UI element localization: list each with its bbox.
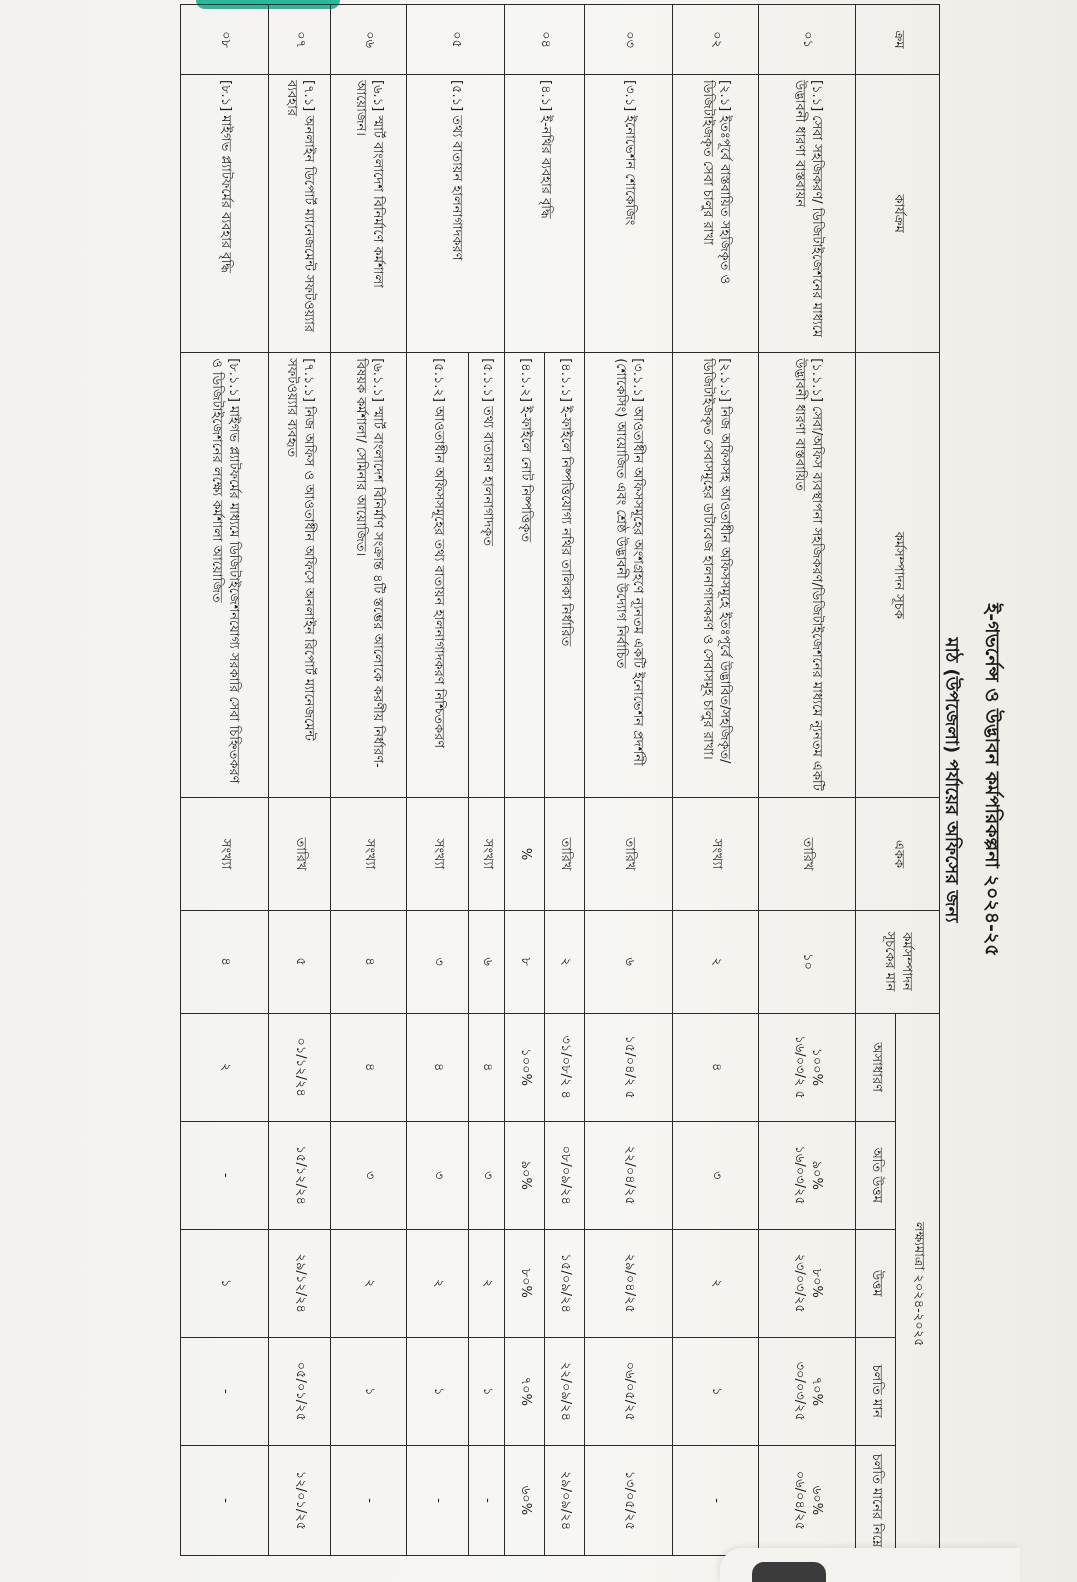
row-unit: তারিখ xyxy=(545,798,585,910)
row-target: - xyxy=(181,1121,269,1229)
row-target-date: ১৬/০৩/২ ৫ xyxy=(792,1035,807,1099)
header-activity: কার্যক্রম xyxy=(856,75,940,353)
row-weight: ৪ xyxy=(331,910,407,1013)
row-activity: [৬.১] স্মার্ট বাংলাদেশ বিনির্মাণে কর্মশালা আয়োজন। xyxy=(331,75,407,353)
header-target-1: অসাধারণ xyxy=(856,1013,896,1121)
row-target: ৪ xyxy=(673,1013,759,1121)
row-unit: সংখ্যা xyxy=(181,798,269,910)
row-target-cell xyxy=(759,1121,856,1229)
row-target: ৪ xyxy=(407,1013,469,1121)
row-indicator: [৪.১.২] ই-ফাইলে নোট নিষ্পত্তিকৃত xyxy=(505,353,545,798)
row-target: ৩ xyxy=(469,1121,505,1229)
table-row xyxy=(469,5,505,1556)
row-target: ২৯/১২/২৪ xyxy=(269,1229,331,1337)
row-target-percent: ৯০% xyxy=(808,1160,824,1190)
row-target: - xyxy=(673,1445,759,1555)
row-target-date: ১৬/০৩/২৫ xyxy=(792,1145,807,1205)
row-target-date: ২৩/০৩/২৫ xyxy=(792,1253,807,1313)
row-target: - xyxy=(407,1445,469,1555)
row-target: ০৫/০১/২৫ xyxy=(269,1337,331,1445)
header-unit: একক xyxy=(856,798,940,910)
table-row xyxy=(759,5,856,1556)
row-target-cell xyxy=(759,1337,856,1445)
row-weight: ৪ xyxy=(181,910,269,1013)
row-serial: ০৭ xyxy=(269,5,331,75)
row-target: ১৫/১২/২৪ xyxy=(269,1121,331,1229)
row-target-percent: ৮০% xyxy=(808,1268,824,1298)
row-target: - xyxy=(181,1445,269,1555)
row-target-cell xyxy=(759,1229,856,1337)
row-weight: ৬ xyxy=(585,910,673,1013)
row-activity: [৪.১] ই-নথির ব্যবহার বৃদ্ধি xyxy=(505,75,585,353)
row-target: ০১/১২/২৪ xyxy=(269,1013,331,1121)
row-unit: তারিখ xyxy=(269,798,331,910)
scroll-handle[interactable] xyxy=(752,1562,826,1582)
row-unit: সংখ্যা xyxy=(331,798,407,910)
row-target: ৯০% xyxy=(505,1121,545,1229)
row-target: ৪ xyxy=(331,1013,407,1121)
row-weight: ৮ xyxy=(505,910,545,1013)
row-target-date: ০৬/০৪/২৫ xyxy=(792,1470,807,1531)
row-activity: [৫.১] তথ্য বাতায়ন হালনাগাদকরণ xyxy=(407,75,505,353)
row-unit: % xyxy=(505,798,545,910)
header-target-group: লক্ষ্যমাত্রা ২০২৪-২০২৫ xyxy=(896,1013,940,1555)
row-activity: [১.১] সেবা সহজিকরণ/ ডিজিটাইজেশনের মাধ্যমে উদ্ভাবনী ধারণা বাস্তবায়ন xyxy=(759,75,856,353)
document-subtitle: মাঠ (উপজেলা) পর্যায়ের অফিসের জন্য xyxy=(941,637,962,923)
row-target: ১ xyxy=(469,1337,505,1445)
row-serial: ০১ xyxy=(759,5,856,75)
row-target: ১ xyxy=(673,1337,759,1445)
row-target: ২৯/০৯/২৪ xyxy=(545,1445,585,1555)
header-weight: কর্মসম্পাদন সূচকের মান xyxy=(856,910,940,1013)
row-target: ৮০% xyxy=(505,1229,545,1337)
row-target: ৭০% xyxy=(505,1337,545,1445)
row-unit: সংখ্যা xyxy=(673,798,759,910)
row-target: ১০০% xyxy=(505,1013,545,1121)
row-activity: [৩.১] ইনোভেশন শোকেজিং xyxy=(585,75,673,353)
row-weight: ২ xyxy=(545,910,585,1013)
row-target: ৩ xyxy=(407,1121,469,1229)
table-row xyxy=(331,5,407,1556)
row-unit: তারিখ xyxy=(759,798,856,910)
row-indicator: [২.১.১] নিজ অফিসসহ আওতাধীন অফিসসমূহে ইতঃপূর্বে উদ্ভাবিত/সহজিকৃত/ ডিজিটাইজকৃত সেবাসমূহের ডাটাবেজ হালনাগাদকরণ ও সেবাসমূহ চালুর রাখা। xyxy=(673,353,759,798)
row-target: - xyxy=(469,1445,505,1555)
row-target: ১ xyxy=(331,1337,407,1445)
row-target: - xyxy=(331,1445,407,1555)
row-target-percent: ৬০% xyxy=(808,1485,824,1516)
row-unit: সংখ্যা xyxy=(469,798,505,910)
table-row xyxy=(545,5,585,1556)
header-target-5: চলতি মানের নিম্নে xyxy=(856,1445,896,1555)
row-indicator: [৮.১.১] মাইগভ প্ল্যাটফর্মের মাধ্যমে ডিজিটাইজেশনযোগ্য সরকারি সেবা চিহ্নিতকরণ ও ডিজিটাইজেশনের লক্ষ্যে কর্মশালা আয়োজিত xyxy=(181,353,269,798)
row-serial: ০৬ xyxy=(331,5,407,75)
row-target: ১৫/০৯/২৪ xyxy=(545,1229,585,1337)
row-target: ১৩/০৫/২৫ xyxy=(585,1445,673,1555)
row-target: ২ xyxy=(407,1229,469,1337)
row-target: ৩ xyxy=(673,1121,759,1229)
row-indicator: [৭.১.১] নিজ অফিস ও আওতাধীন অফিসে অনলাইন রিপোর্ট ম্যানেজমেন্ট সফটওয়্যার ব্যবহৃত xyxy=(269,353,331,798)
table-row xyxy=(269,5,331,1556)
row-unit: সংখ্যা xyxy=(407,798,469,910)
row-indicator: [১.১.১] সেবা/অফিস ব্যবস্থাপনা সহজিকরণ/ডিজিটাইজেশনের মাধ্যমে ন্যূনতম একটি উদ্ভাবনী ধারণা বাস্তবায়িত xyxy=(759,353,856,798)
row-indicator: [৪.১.১] ই-ফাইলে নিষ্পত্তিযোগ্য নথির তালিকা নির্ধারিত xyxy=(545,353,585,798)
row-weight: ৫ xyxy=(269,910,331,1013)
row-target: ১৫/০৪/২ ৫ xyxy=(585,1013,673,1121)
row-target: ১ xyxy=(181,1229,269,1337)
row-target: ০৬/০৫/২৫ xyxy=(585,1337,673,1445)
row-target: - xyxy=(181,1337,269,1445)
header-serial: ক্রম xyxy=(856,5,940,75)
row-target-percent: ১০০% xyxy=(808,1048,824,1086)
row-unit: তারিখ xyxy=(585,798,673,910)
row-target-date: ৩০/০৩/২৫ xyxy=(792,1361,807,1422)
row-target-percent: ৭০% xyxy=(808,1376,824,1406)
row-serial: ০৫ xyxy=(407,5,505,75)
row-weight: ৩ xyxy=(407,910,469,1013)
row-target-cell xyxy=(759,1445,856,1555)
row-target: ১২/০১/২৫ xyxy=(269,1445,331,1555)
row-serial: ০৮ xyxy=(181,5,269,75)
row-activity: [২.১] ইতঃপূর্বে বাস্তবায়িত সহজিকৃত ও ডিজিটাইজকৃত সেবা চালুর রাখা xyxy=(673,75,759,353)
row-target: ৬০% xyxy=(505,1445,545,1555)
row-target: ২ xyxy=(469,1229,505,1337)
row-serial: ০৩ xyxy=(585,5,673,75)
header-target-2: অতি উত্তম xyxy=(856,1121,896,1229)
table-row xyxy=(181,5,269,1556)
row-weight: ৬ xyxy=(469,910,505,1013)
row-weight: ১০ xyxy=(759,910,856,1013)
row-serial: ০৪ xyxy=(505,5,585,75)
row-activity: [৮.১] মাইগভ প্ল্যাটফর্মের ব্যবহার বৃদ্ধি xyxy=(181,75,269,353)
header-indicator: কর্মসম্পাদন সূচক xyxy=(856,353,940,798)
table-row xyxy=(585,5,673,1556)
row-indicator: [৫.১.২] আওতাধীন অফিসসমূহের তথ্য বাতায়ন হালনাগাদকরণ নিশ্চিতকরণ xyxy=(407,353,469,798)
header-target-4: চলতি মান xyxy=(856,1337,896,1445)
row-serial: ০২ xyxy=(673,5,759,75)
row-target: ২ xyxy=(331,1229,407,1337)
row-target: ১ xyxy=(407,1337,469,1445)
document-title: ই-গভর্নেন্স ও উদ্ভাবন কর্মপরিকল্পনা ২০২৪-২৫ xyxy=(981,603,1003,957)
row-indicator: [৬.১.১] স্মার্ট বাংলাদেশ বিনির্মাণ সংক্রান্ত ৪টি স্তম্ভের আলোকে করণীয় নির্ধারণ-বিষয়ক কর্মশালা/ সেমিনার আয়োজিত। xyxy=(331,353,407,798)
table-row xyxy=(673,5,759,1556)
row-target: ২২/০৪/২৫ xyxy=(585,1121,673,1229)
header-target-3: উত্তম xyxy=(856,1229,896,1337)
row-target: ৩ xyxy=(331,1121,407,1229)
row-weight: ২ xyxy=(673,910,759,1013)
row-activity: [৭.১] অনলাইন ডিপোর্ট ম্যানেজমেন্ট সফটওয়্যার ব্যবহার xyxy=(269,75,331,353)
row-indicator: [৫.১.১] তথ্য বাতায়ন হালনাগাদকৃত xyxy=(469,353,505,798)
row-target: ৪ xyxy=(469,1013,505,1121)
row-target: ০৮/০৯/২৪ xyxy=(545,1121,585,1229)
row-indicator: [৩.১.১] আওতাধীন অফিসসমূহের অংশগ্রহণে ন্যূনতম একটি ইনোভেশন প্রদর্শনী (শোকেসিং) আয়োজিত এবং শ্রেষ্ঠ উদ্ভাবনী উদ্যোগ নির্বাচিত xyxy=(585,353,673,798)
action-plan-table xyxy=(180,4,940,1556)
row-target-cell xyxy=(759,1013,856,1121)
row-target: ২২/০৯/২৪ xyxy=(545,1337,585,1445)
row-target: ২ xyxy=(673,1229,759,1337)
row-target: ২৯/০৪/২৫ xyxy=(585,1229,673,1337)
row-target: ২ xyxy=(181,1013,269,1121)
row-target: ৩১/০৮/২ ৪ xyxy=(545,1013,585,1121)
